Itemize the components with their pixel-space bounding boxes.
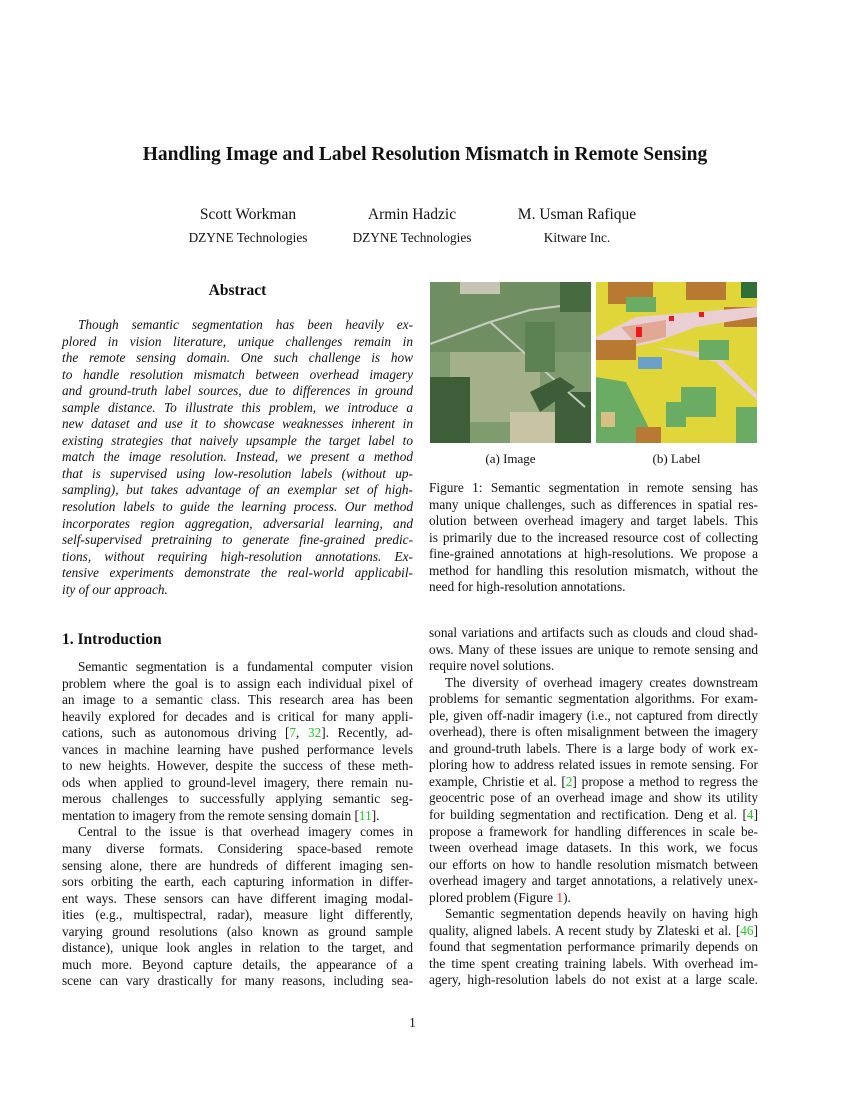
figure-caption — [429, 480, 758, 596]
text-line — [429, 807, 758, 824]
author-name: M. Usman Rafique — [517, 206, 637, 223]
text-segment: example, Christie et al. [ — [429, 773, 566, 789]
text-line: Central to the issue is that overhead imagery comes in — [78, 824, 413, 840]
text-segment: ). — [563, 889, 571, 905]
text-line: need for high-resolution annotations. — [429, 579, 626, 595]
subcaption-image: (a) Image — [485, 451, 536, 466]
text-line: fine-grained annotations at high-resolutions. We propose a — [429, 546, 758, 562]
text-line: tions, without requiring high-resolution annotations. Ex- — [62, 548, 413, 564]
text-line: Figure 1: Semantic segmentation in remote sensing has — [429, 480, 758, 495]
text-line: ows. Many of these issues are unique to remote sensing and — [429, 641, 758, 657]
text-line: existing strategies that naively upsample the target label to — [62, 432, 413, 448]
page-number: 1 — [409, 1015, 416, 1030]
text-line: propose a framework for handling differences in scale be- — [429, 823, 758, 839]
text-line: ent ways. These sensors can have different imaging modal- — [62, 890, 413, 906]
text-line: self-supervised pretraining to generate fine-grained predic- — [62, 532, 413, 548]
abstract-heading: Abstract — [208, 282, 267, 299]
text-line: olution between overhead imagery and target labels. This — [429, 513, 758, 529]
text-line: ploring how to address related issues in remote sensing. For — [429, 757, 758, 773]
text-line: found that segmentation performance primarily depends on — [429, 939, 758, 955]
text-line: Semantic segmentation depends heavily on having high — [445, 906, 758, 922]
text-segment: , — [296, 725, 308, 741]
text-line: our efforts on how to handle resolution mismatch between — [429, 856, 758, 872]
text-line: sonal variations and artifacts such as clouds and cloud shad- — [429, 625, 758, 640]
author-3 — [477, 206, 677, 246]
aerial-image — [430, 282, 591, 443]
text-line: overhead), there is often misalignment between the imagery — [429, 724, 758, 740]
text-line: sampling), but takes advantage of an exemplar set of high- — [62, 482, 413, 498]
text-line: Semantic segmentation is a fundamental computer vision — [78, 659, 413, 674]
text-line: varying ground resolutions (also known as ground sample — [62, 923, 413, 939]
text-line: to handle resolution mismatch between overhead imagery — [62, 366, 413, 382]
text-segment: plored problem (Figure — [429, 889, 557, 905]
citation-link[interactable]: 4 — [746, 807, 754, 823]
text-line: the remote sensing domain. One such challenge is how — [62, 350, 413, 366]
citation-link[interactable]: 7 — [289, 725, 297, 741]
text-segment: ] — [753, 922, 758, 938]
text-line: require novel solutions. — [429, 658, 555, 674]
text-line: the time spent creating training labels. With overhead im- — [429, 955, 758, 971]
intro-left-column — [62, 659, 413, 990]
text-line: overhead imagery and target annotations, a relatively unex- — [429, 873, 758, 889]
text-segment: quality, aligned labels. A recent study by Zlateski et al. [ — [429, 922, 741, 938]
text-line: much more. Beyond capture details, the appearance of a — [62, 956, 413, 972]
text-line: merous challenges to successfully applying semantic seg- — [62, 791, 413, 807]
text-line: scene can vary drastically for many reasons, including sea- — [62, 973, 413, 989]
text-line: resolution labels to guide the learning process. Our method — [62, 499, 413, 515]
text-line — [429, 774, 758, 791]
text-line: distance), unique look angles in relation to the target, and — [62, 940, 413, 956]
author-name: Scott Workman — [199, 206, 297, 223]
text-line: match the image resolution. Instead, we present a method — [62, 449, 413, 465]
text-line — [62, 725, 413, 742]
text-line: method for handling this resolution mismatch, without the — [429, 562, 758, 578]
text-line: is primarily due to the increased resource cost of collecting — [429, 529, 758, 545]
text-line: to new heights. However, despite the success of these meth- — [62, 758, 413, 774]
text-line: new dataset and use it to showcase weaknesses inherent in — [62, 416, 413, 432]
citation-link[interactable]: 11 — [358, 807, 372, 823]
author-name: Armin Hadzic — [367, 206, 457, 223]
text-line: ity of our approach. — [62, 581, 168, 597]
label-map-image — [596, 282, 757, 443]
text-line: ods when applied to ground-level imagery, there remain nu- — [62, 774, 413, 790]
abstract-body — [62, 317, 413, 598]
figure-reference-link[interactable]: 1 — [556, 889, 564, 905]
citation-link[interactable]: 2 — [565, 773, 573, 789]
text-line: an image to a semantic class. This research area has been — [62, 692, 413, 708]
text-line: problem where the goal is to assign each individual pixel of — [62, 675, 413, 691]
text-line: and ground-truth labels. There is a large body of work ex- — [429, 740, 758, 756]
text-line: many diverse formats. Considering space-based remote — [62, 841, 413, 857]
subcaption-label: (b) Label — [652, 451, 701, 466]
text-line: incorporates region aggregation, adversarial learning, and — [62, 515, 413, 531]
text-line: vances in machine learning have pushed performance levels — [62, 741, 413, 757]
text-line: ities (e.g., multispectral, radar), measure light differently, — [62, 907, 413, 923]
text-line: plored in vision literature, unique challenges remain in — [62, 333, 413, 349]
text-line — [429, 923, 758, 940]
author-affiliation: Kitware Inc. — [543, 230, 611, 245]
text-segment: for building segmentation and rectification. Deng et al. [ — [429, 807, 747, 823]
text-line: many unique challenges, such as differences in spatial res- — [429, 496, 758, 512]
text-line: tensive experiments demonstrate the real-world applicabil- — [62, 565, 413, 581]
intro-right-column — [429, 625, 758, 989]
text-segment: mentation to imagery from the remote sensing domain [ — [62, 807, 359, 823]
text-line: sample distance. To illustrate this problem, we introduce a — [62, 399, 413, 415]
text-line — [62, 808, 413, 825]
text-line: ple, given off-nadir imagery (i.e., not captured from directly — [429, 707, 758, 723]
text-line: problems for semantic segmentation algorithms. For exam- — [429, 691, 758, 707]
text-segment: ]. — [371, 807, 380, 823]
text-line: sensing alone, there are hundreds of different imaging sen- — [62, 857, 413, 873]
paper-title: Handling Image and Label Resolution Mismatch in Remote Sensing — [142, 144, 708, 165]
citation-link[interactable]: 32 — [308, 725, 322, 741]
section-heading-introduction: 1. Introduction — [62, 631, 162, 648]
text-line — [429, 890, 758, 907]
text-line: and ground-truth label sources, due to differences in ground — [62, 383, 413, 399]
text-line: heavily explored for decades and is critical for many appli- — [62, 708, 413, 724]
text-segment: ]. Recently, ad- — [321, 725, 413, 741]
text-line: agery, high-resolution labels do not exist at a large scale. — [429, 972, 758, 988]
text-line: Though semantic segmentation has been heavily ex- — [78, 317, 413, 332]
text-line: geocentric pose of an overhead image and show its utility — [429, 790, 758, 806]
text-line: sors orbiting the earth, each capturing information in differ- — [62, 874, 413, 890]
author-affiliation: DZYNE Technologies — [352, 230, 472, 245]
author-affiliation: DZYNE Technologies — [188, 230, 308, 245]
citation-link[interactable]: 46 — [740, 922, 754, 938]
text-segment: cations, such as autonomous driving [ — [62, 725, 290, 741]
text-line: The diversity of overhead imagery creates downstream — [445, 674, 758, 690]
text-line: that is supervised using low-resolution labels (without up- — [62, 465, 413, 481]
text-segment: ] propose a method to regress the — [572, 773, 758, 789]
text-line: tween overhead image datasets. In this work, we focus — [429, 840, 758, 856]
text-segment: ] — [753, 807, 758, 823]
